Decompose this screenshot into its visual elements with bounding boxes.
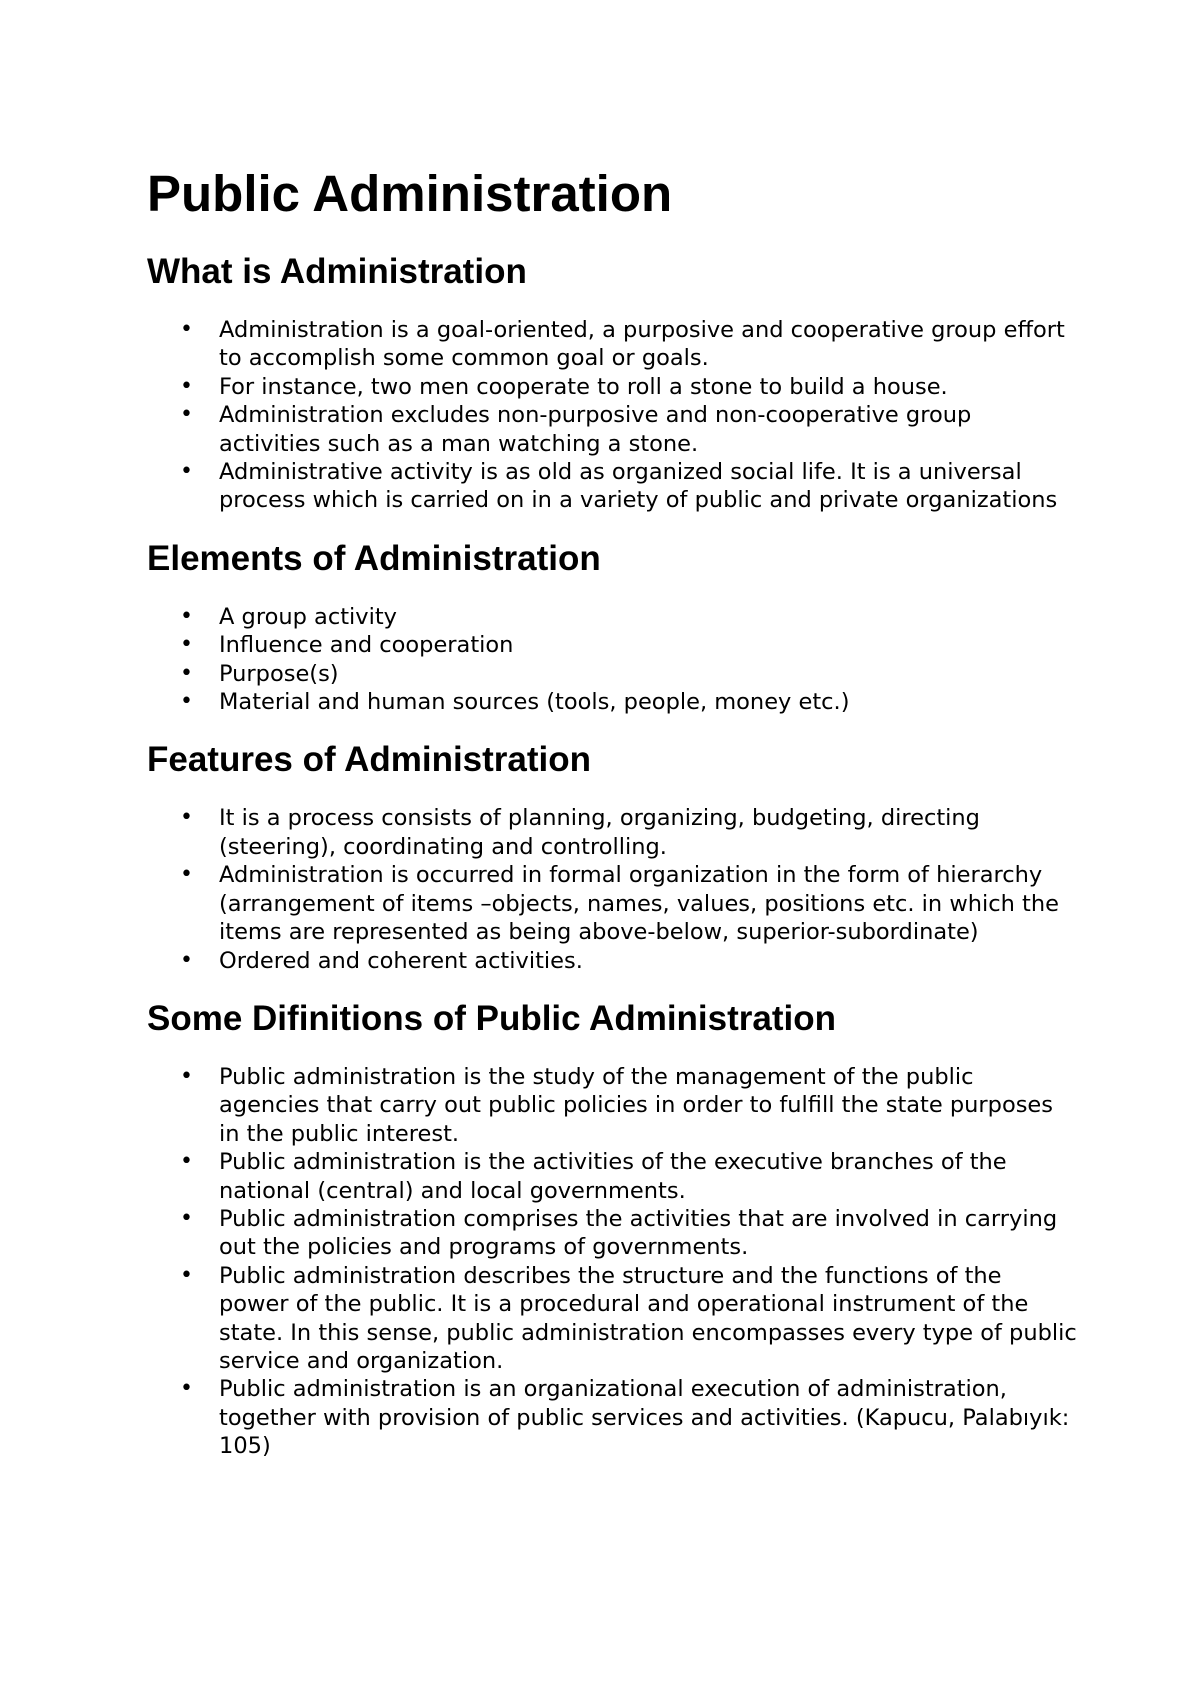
bullet-list — [147, 603, 1077, 717]
bullet-icon: • — [180, 402, 193, 428]
list-item-text: Administration is occurred in formal organization in the form of hierarchy (arrangement of items –objects, names, values, positions etc. in which the items are represented as being above-below, superior-subordinate) — [219, 862, 1059, 946]
bullet-icon: • — [180, 947, 193, 973]
list-item — [147, 1262, 1077, 1376]
bullet-list — [147, 316, 1077, 515]
bullet-list — [147, 804, 1077, 974]
list-item-text: A group activity — [219, 603, 397, 630]
list-item — [147, 660, 1077, 688]
bullet-icon: • — [180, 1063, 193, 1089]
list-item-text: Administration is a goal-oriented, a purposive and cooperative group effort to accomplish some common goal or goals. — [219, 317, 1065, 372]
bullet-icon: • — [180, 603, 193, 629]
bullet-icon: • — [180, 317, 193, 342]
bullet-icon: • — [180, 1149, 193, 1175]
bullet-icon: • — [180, 1205, 193, 1231]
section-heading: Features of Administration — [147, 740, 592, 780]
document-content — [147, 158, 1077, 1481]
list-item-text: Ordered and coherent activities. — [219, 947, 583, 974]
list-item — [147, 401, 1077, 458]
list-item-text: Influence and cooperation — [219, 632, 514, 659]
list-item — [147, 1148, 1077, 1205]
list-item — [147, 861, 1077, 946]
list-item-text: It is a process consists of planning, organizing, budgeting, directing (steering), coordinating and controlling. — [219, 805, 980, 860]
list-item-text: Public administration is an organizational execution of administration, together with provision of public services and activities. (Kapucu, Palabıyık: 105) — [219, 1376, 1070, 1460]
bullet-icon: • — [180, 689, 193, 715]
list-item — [147, 947, 1077, 975]
list-item — [147, 1375, 1077, 1460]
list-item — [147, 1063, 1077, 1148]
list-item-text: Purpose(s) — [219, 660, 339, 687]
bullet-icon: • — [180, 373, 193, 399]
section-heading: Some Difinitions of Public Administration — [147, 998, 836, 1038]
list-item-text: Public administration is the study of the management of the public agencies that carry out public policies in order to fulfill the state purposes in the public interest. — [219, 1063, 1053, 1147]
list-item-text: Administrative activity is as old as organized social life. It is a universal process which is carried on in a variety of public and private organizations — [219, 459, 1058, 514]
section-heading: Elements of Administration — [147, 538, 601, 578]
section-heading: What is Administration — [147, 252, 527, 291]
list-item — [147, 804, 1077, 861]
list-item-text: Material and human sources (tools, people, money etc.) — [219, 689, 850, 716]
bullet-icon: • — [180, 1376, 193, 1402]
bullet-icon: • — [180, 862, 193, 888]
document-title: Public Administration — [147, 165, 673, 222]
list-item-text: Administration excludes non-purposive and non-cooperative group activities such as a man watching a stone. — [219, 402, 972, 457]
bullet-icon: • — [180, 805, 193, 831]
list-item — [147, 688, 1077, 716]
list-item-text: For instance, two men cooperate to roll a stone to build a house. — [219, 373, 948, 400]
list-item — [147, 603, 1077, 631]
bullet-list — [147, 1063, 1077, 1461]
list-item-text: Public administration is the activities of the executive branches of the national (central) and local governments. — [219, 1149, 1007, 1204]
list-item-text: Public administration describes the structure and the functions of the power of the public. It is a procedural and operational instrument of the state. In this sense, public administration encompasses every type of public service and organization. — [219, 1262, 1077, 1374]
bullet-icon: • — [180, 632, 193, 658]
list-item-text: Public administration comprises the activities that are involved in carrying out the policies and programs of governments. — [219, 1205, 1058, 1261]
bullet-icon: • — [180, 459, 193, 485]
list-item — [147, 316, 1077, 373]
list-item — [147, 373, 1077, 401]
list-item — [147, 458, 1077, 515]
bullet-icon: • — [180, 660, 193, 686]
list-item — [147, 631, 1077, 659]
list-item — [147, 1205, 1077, 1262]
bullet-icon: • — [180, 1262, 193, 1288]
